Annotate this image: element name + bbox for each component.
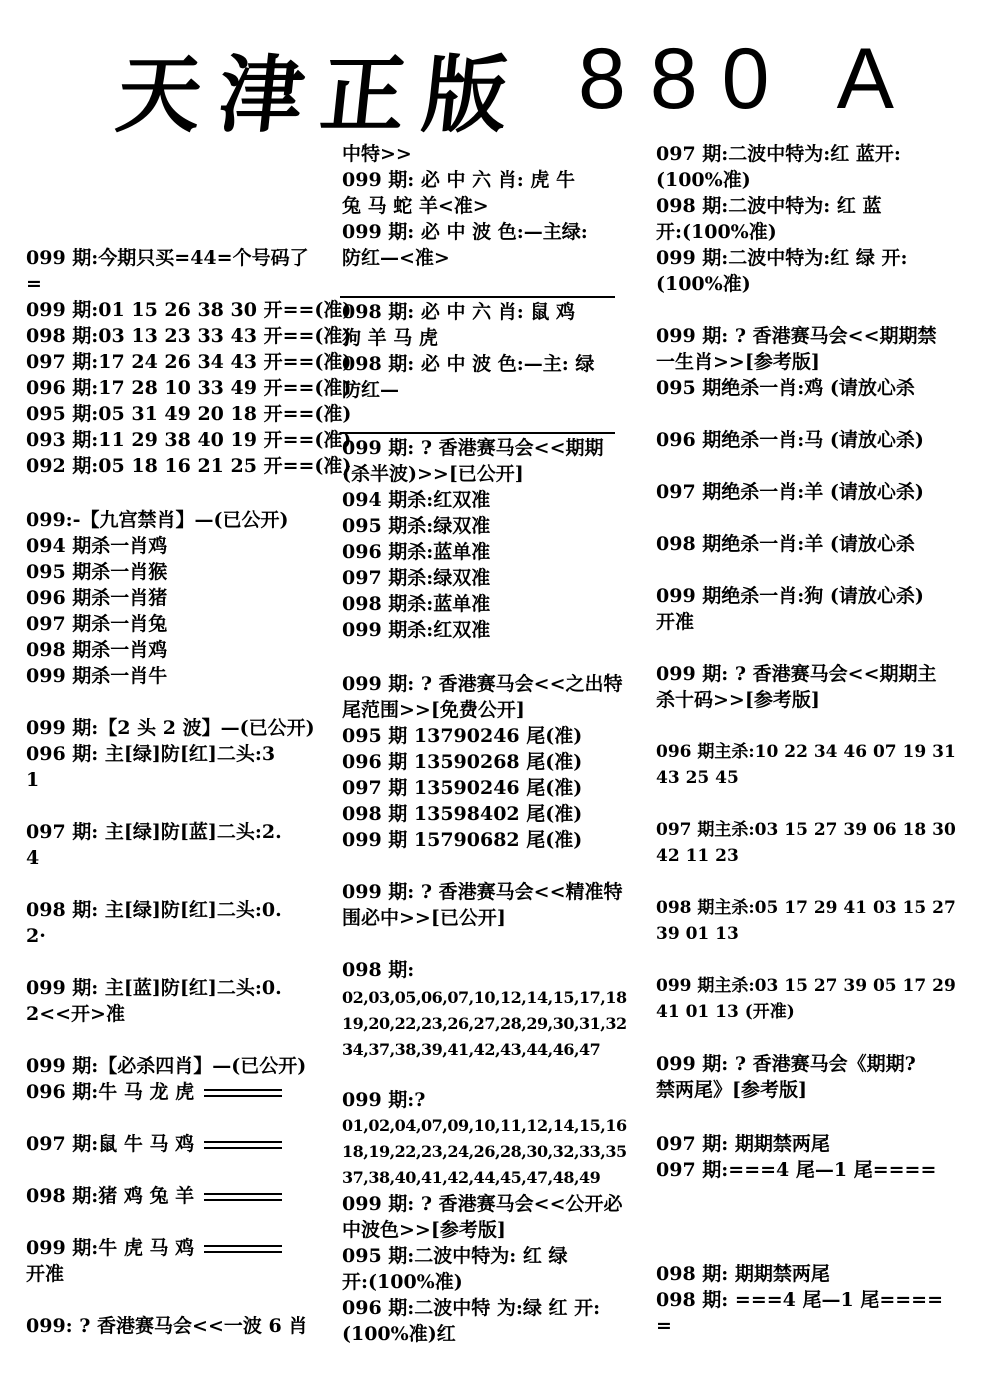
text-line: 杀十码>>[参考版] xyxy=(656,689,820,711)
text-line: 096 期:17 28 10 33 49 开==(准) xyxy=(26,377,352,399)
text-line: (100%准)红 xyxy=(342,1323,456,1345)
text-line: = xyxy=(26,273,42,295)
text-line: 098 期:二波中特为: 红 蓝 xyxy=(656,195,882,217)
text-line: 2· xyxy=(26,925,46,947)
text-line: 093 期:11 29 38 40 19 开==(准) xyxy=(26,429,352,451)
text-line: 43 25 45 xyxy=(656,768,739,788)
text-line: 094 期杀:红双准 xyxy=(342,489,491,511)
text-line: 096 期 13590268 尾(准) xyxy=(342,751,583,773)
text-line: 防红—<准> xyxy=(342,247,450,269)
text-line: 1 xyxy=(26,769,40,791)
double-rule xyxy=(204,1193,282,1201)
text-line: 099 期主杀:03 15 27 39 05 17 29 xyxy=(656,976,956,996)
text-line: 099 期:【2 头 2 波】—(已公开) xyxy=(26,717,315,739)
text-line: 099 期杀:红双准 xyxy=(342,619,491,641)
text-line: 096 期杀:蓝单准 xyxy=(342,541,491,563)
text-line: 099 期: 必 中 波 色:—主绿: xyxy=(342,221,588,243)
text-line: 099 期: ? 香港赛马会《期期? xyxy=(656,1053,916,1075)
text-line: 098 期 13598402 尾(准) xyxy=(342,803,583,825)
text-line: 098 期: 必 中 六 肖: 鼠 鸡 xyxy=(342,301,575,323)
text-line: (杀半波)>>[已公开] xyxy=(342,463,524,485)
text-line: 099 期杀一肖牛 xyxy=(26,665,168,687)
text-line: 092 期:05 18 16 21 25 开==(准) xyxy=(26,455,352,477)
text-line: 02,03,05,06,07,10,12,14,15,17,18 xyxy=(342,988,627,1007)
text-line: 099 期: ? 香港赛马会<<公开必 xyxy=(342,1193,623,1215)
text-line: 098 期: 主[绿]防[红]二头:0. xyxy=(26,899,282,921)
text-line: = xyxy=(656,1315,672,1337)
text-line: 095 期杀一肖猴 xyxy=(26,561,168,583)
text-line: 18,19,22,23,24,26,28,30,32,33,35 xyxy=(342,1142,627,1161)
text-line: 096 期主杀:10 22 34 46 07 19 31 xyxy=(656,742,956,762)
text-line: 097 期:===4 尾—1 尾==== xyxy=(656,1159,937,1181)
text-line: (100%准) xyxy=(656,169,751,191)
text-line: 4 xyxy=(26,847,40,869)
text-line: 099 期: 主[蓝]防[红]二头:0. xyxy=(26,977,282,999)
divider xyxy=(340,432,615,434)
text-line: 096 期:二波中特 为:绿 红 开: xyxy=(342,1297,601,1319)
text-line: 098 期主杀:05 17 29 41 03 15 27 xyxy=(656,898,956,918)
text-line: 099 期: ? 香港赛马会<<期期 xyxy=(342,437,604,459)
text-line: 099 期:01 15 26 38 30 开==(准) xyxy=(26,299,352,321)
text-line: 开准 xyxy=(656,611,695,633)
text-line: 098 期: xyxy=(342,959,415,981)
text-line: 099 期:二波中特为:红 绿 开: xyxy=(656,247,908,269)
text-line: 097 期: 主[绿]防[蓝]二头:2. xyxy=(26,821,282,843)
text-line: 097 期:二波中特为:红 蓝开: xyxy=(656,143,901,165)
text-line: 开准 xyxy=(26,1263,65,1285)
text-line: 098 期: 必 中 波 色:—主: 绿 xyxy=(342,353,595,375)
text-line: 2<<开>准 xyxy=(26,1003,125,1025)
text-line xyxy=(26,1236,282,1260)
text-line: 099 期绝杀一肖:狗 (请放心杀) xyxy=(656,585,924,607)
text-line: 34,37,38,39,41,42,43,44,46,47 xyxy=(342,1040,601,1059)
text-line: 095 期杀:绿双准 xyxy=(342,515,491,537)
text-line: 中特>> xyxy=(342,143,412,165)
text-line: 097 期: 期期禁两尾 xyxy=(656,1133,830,1155)
text-line: 099 期: ? 香港赛马会<<期期主 xyxy=(656,663,937,685)
title-number: 880 A xyxy=(578,31,918,127)
text-line: 开:(100%准) xyxy=(342,1271,463,1293)
text-line: 095 期:05 31 49 20 18 开==(准) xyxy=(26,403,352,425)
text-line: 围必中>>[已公开] xyxy=(342,907,506,929)
text-line: 097 期 13590246 尾(准) xyxy=(342,777,583,799)
text-line: 099 期: ? 香港赛马会<<精准特 xyxy=(342,881,623,903)
text-line: 41 01 13 (开准) xyxy=(656,1002,795,1022)
text-line: 096 期杀一肖猪 xyxy=(26,587,168,609)
text-line: 095 期 13790246 尾(准) xyxy=(342,725,583,747)
text-line: 099 期: ? 香港赛马会<<期期禁 xyxy=(656,325,937,347)
double-rule xyxy=(204,1245,282,1253)
text-line: 狗 羊 马 虎 xyxy=(342,327,438,349)
text-line xyxy=(26,1132,282,1156)
text-line: 099 期:今期只买=44=个号码了 xyxy=(26,247,309,269)
text-line: 099 期 15790682 尾(准) xyxy=(342,829,583,851)
text-line: 096 期: 主[绿]防[红]二头:3 xyxy=(26,743,276,765)
text-line: (100%准) xyxy=(656,273,751,295)
text-line: 098 期绝杀一肖:羊 (请放心杀 xyxy=(656,533,915,555)
text-line: 01,02,04,07,09,10,11,12,14,15,16 xyxy=(342,1116,627,1135)
text-line: 098 期杀:蓝单准 xyxy=(342,593,491,615)
text-span: 099 期:牛 虎 马 鸡 xyxy=(26,1237,195,1259)
text-line: 096 期绝杀一肖:马 (请放心杀) xyxy=(656,429,924,451)
text-line: 094 期杀一肖鸡 xyxy=(26,535,168,557)
text-line: 防红— xyxy=(342,379,400,401)
page-title xyxy=(0,18,989,144)
text-line: 097 期杀:绿双准 xyxy=(342,567,491,589)
text-span: 098 期:猪 鸡 兔 羊 xyxy=(26,1185,195,1207)
text-span: 097 期:鼠 牛 马 鸡 xyxy=(26,1133,195,1155)
text-line: 097 期:17 24 26 34 43 开==(准) xyxy=(26,351,352,373)
text-line: 099 期:? xyxy=(342,1089,426,1111)
text-line: 42 11 23 xyxy=(656,846,739,866)
text-line: 097 期绝杀一肖:羊 (请放心杀) xyxy=(656,481,924,503)
text-line: 39 01 13 xyxy=(656,924,739,944)
text-line xyxy=(26,1080,282,1104)
double-rule xyxy=(204,1089,282,1097)
text-line: 098 期:03 13 23 33 43 开==(准) xyxy=(26,325,352,347)
text-line: 097 期杀一肖兔 xyxy=(26,613,168,635)
text-line: 098 期: ===4 尾—1 尾==== xyxy=(656,1289,944,1311)
text-line: 中波色>>[参考版] xyxy=(342,1219,506,1241)
text-line: 099 期: 必 中 六 肖: 虎 牛 xyxy=(342,169,575,191)
text-line: 19,20,22,23,26,27,28,29,30,31,32 xyxy=(342,1014,627,1033)
text-span: 096 期:牛 马 龙 虎 xyxy=(26,1081,195,1103)
title-chinese: 天津正版 xyxy=(112,45,531,144)
text-line: 099 期: ? 香港赛马会<<之出特 xyxy=(342,673,623,695)
text-line xyxy=(26,1184,282,1208)
text-line: 开:(100%准) xyxy=(656,221,777,243)
text-line: 尾范围>>[免费公开] xyxy=(342,699,525,721)
text-line: 098 期: 期期禁两尾 xyxy=(656,1263,830,1285)
text-line: 098 期杀一肖鸡 xyxy=(26,639,168,661)
text-line: 099 期:【必杀四肖】—(已公开) xyxy=(26,1055,307,1077)
text-line: 095 期:二波中特为: 红 绿 xyxy=(342,1245,568,1267)
text-line: 禁两尾》[参考版] xyxy=(656,1079,807,1101)
text-line: 097 期主杀:03 15 27 39 06 18 30 xyxy=(656,820,956,840)
text-line: 37,38,40,41,42,44,45,47,48,49 xyxy=(342,1168,601,1187)
double-rule xyxy=(204,1141,282,1149)
text-line: 099: ? 香港赛马会<<一波 6 肖 xyxy=(26,1315,308,1337)
text-line: 095 期绝杀一肖:鸡 (请放心杀 xyxy=(656,377,915,399)
text-line: 099:-【九宫禁肖】—(已公开) xyxy=(26,509,289,531)
text-line: 一生肖>>[参考版] xyxy=(656,351,820,373)
divider xyxy=(340,296,615,298)
text-line: 兔 马 蛇 羊<准> xyxy=(342,195,489,217)
